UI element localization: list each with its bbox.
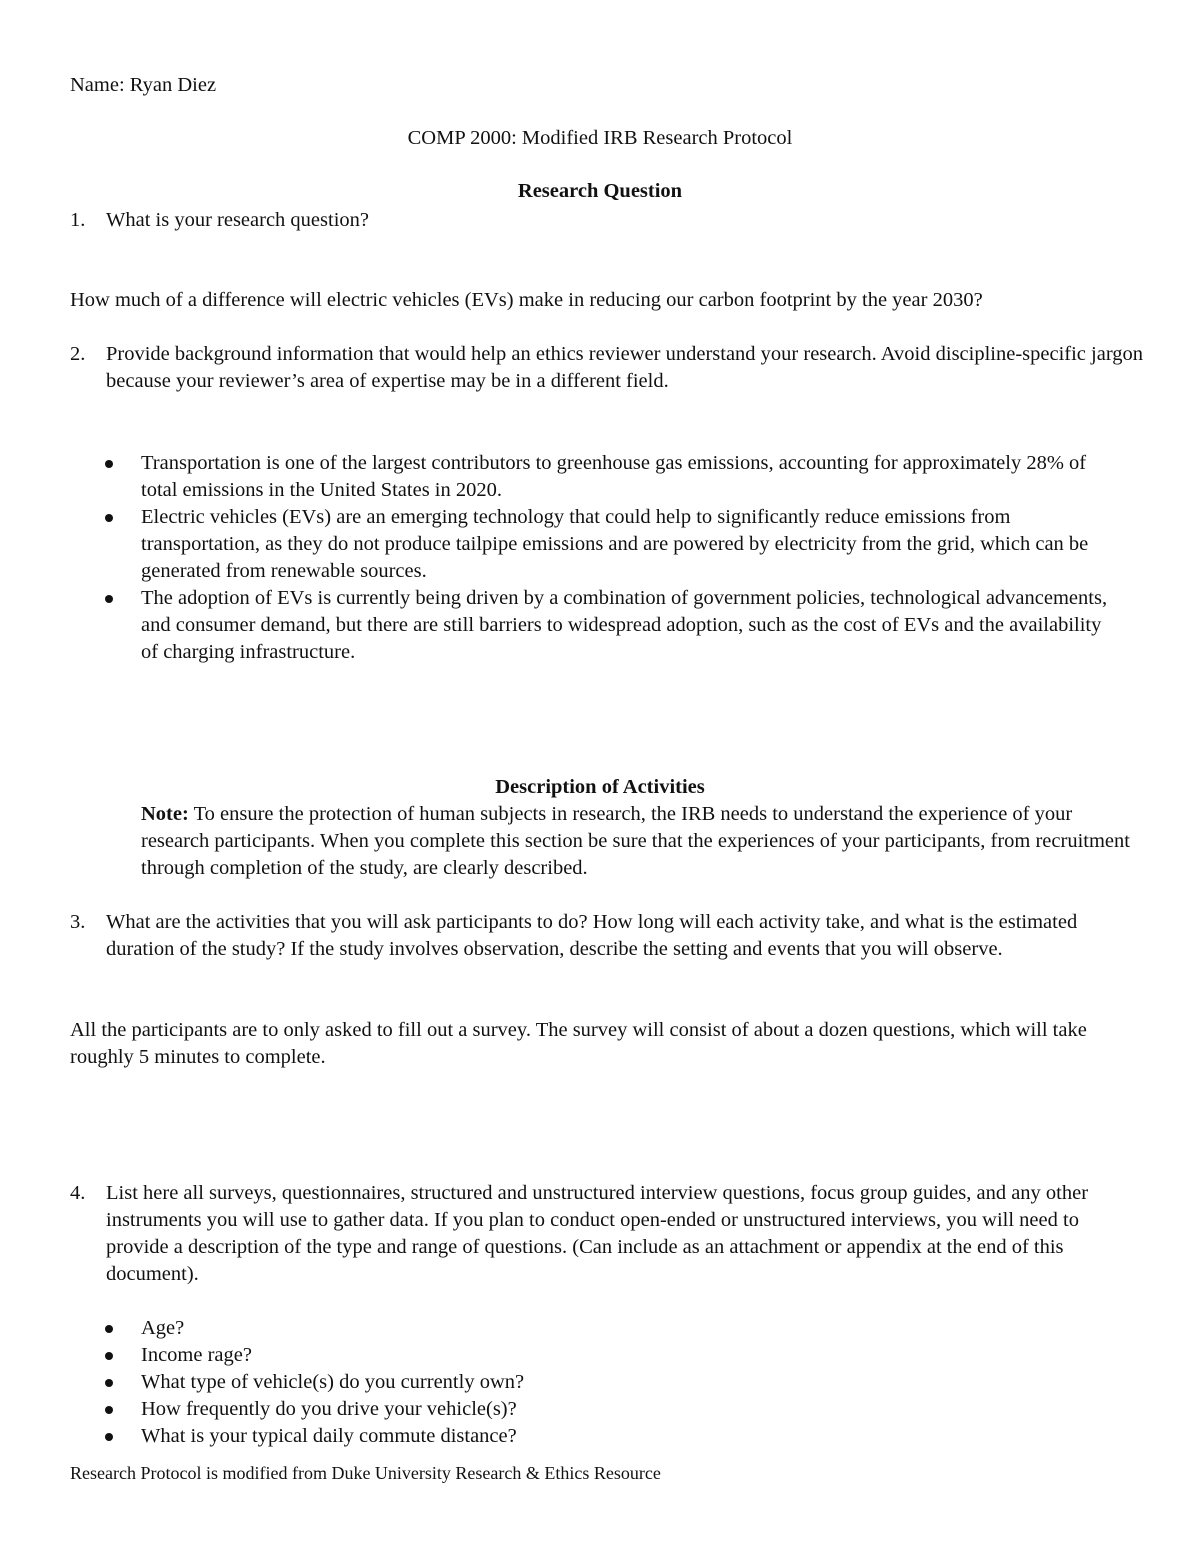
list-item (0, 504, 1120, 585)
list-item (0, 450, 1120, 504)
question-4-number: 4. (70, 1182, 86, 1204)
list-item (0, 1396, 1000, 1423)
bullet-icon (105, 460, 113, 468)
note-text: To ensure the protection of human subjects in research, the IRB needs to understand the experience of your research participants. When you complete this section be sure that the experiences of your participants, from recruitment through completion of the study, are clearly described. (141, 803, 1130, 879)
question-1-text: What is your research question? (106, 209, 369, 231)
bullet-icon (105, 514, 113, 522)
question-1-number: 1. (70, 209, 86, 231)
question-2-number: 2. (70, 343, 86, 365)
note-paragraph (141, 801, 1141, 882)
list-item (0, 1369, 1000, 1396)
bullet-icon (105, 1325, 113, 1333)
list-item-text: The adoption of EVs is currently being driven by a combination of government policies, technological advancements, and consumer demand, but there are still barriers to widespread adoption, such as the cost of EVs and the availability of charging infrastructure. (141, 587, 1108, 663)
note-label: Note: (141, 803, 189, 825)
course-title: COMP 2000: Modified IRB Research Protocol (407, 127, 793, 149)
bullet-icon (105, 1433, 113, 1441)
research-question-heading: Research Question (517, 180, 683, 202)
list-item (0, 1342, 1000, 1369)
list-item-text: How frequently do you drive your vehicle(s)? (141, 1398, 517, 1420)
list-item (0, 1423, 1000, 1450)
name-line: Name: Ryan Diez (70, 74, 217, 96)
question-2-text: Provide background information that would help an ethics reviewer understand your research. Avoid discipline-specific jargon because your reviewer’s area of expertise may be in a different field. (106, 343, 1144, 392)
answer-3: All the participants are to only asked to fill out a survey. The survey will consist of about a dozen questions, which will take roughly 5 minutes to complete. (70, 1019, 1087, 1068)
question-4-text: List here all surveys, questionnaires, structured and unstructured interview questions, focus group guides, and any other instruments you will use to gather data. If you plan to conduct open-ended or unstructured interviews, you will need to provide a description of the type and range of questions. (Can include as an attachment or appendix at the end of this document). (106, 1182, 1089, 1285)
bullet-icon (105, 1379, 113, 1387)
question-3-number: 3. (70, 911, 86, 933)
list-item-text: Transportation is one of the largest contributors to greenhouse gas emissions, accounting for approximately 28% of total emissions in the United States in 2020. (141, 452, 1087, 501)
bullet-icon (105, 1352, 113, 1360)
list-item-text: Electric vehicles (EVs) are an emerging technology that could help to significantly reduce emissions from transportation, as they do not produce tailpipe emissions and are powered by electricity from the grid, which can be generated from renewable sources. (141, 506, 1089, 582)
list-item-text: Income rage? (141, 1344, 252, 1366)
page-footer: Research Protocol is modified from Duke University Research & Ethics Resource (70, 1463, 661, 1483)
activities-heading: Description of Activities (495, 776, 705, 798)
answer-1: How much of a difference will electric vehicles (EVs) make in reducing our carbon footprint by the year 2030? (70, 289, 983, 311)
list-item (0, 1315, 1000, 1342)
background-bullet-list (0, 450, 1120, 666)
question-3-text: What are the activities that you will ask participants to do? How long will each activity take, and what is the estimated duration of the study? If the study involves observation, describe the setting and events that you will observe. (106, 911, 1078, 960)
bullet-icon (105, 1406, 113, 1414)
survey-question-list (0, 1315, 1000, 1450)
list-item (0, 585, 1120, 666)
list-item-text: Age? (141, 1317, 185, 1339)
list-item-text: What is your typical daily commute distance? (141, 1425, 517, 1447)
bullet-icon (105, 595, 113, 603)
list-item-text: What type of vehicle(s) do you currently own? (141, 1371, 525, 1393)
